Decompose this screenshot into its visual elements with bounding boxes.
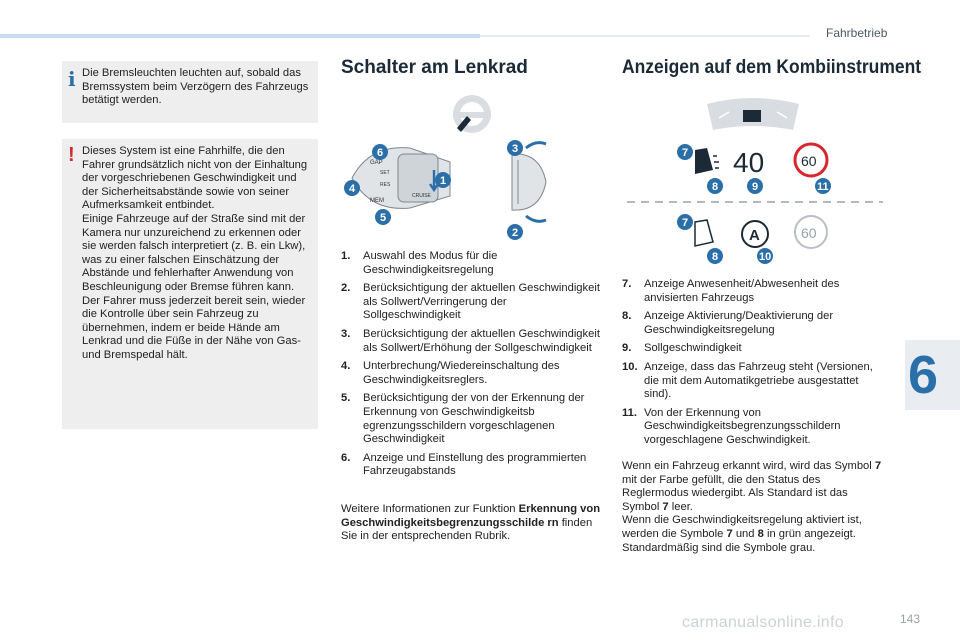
set-speed-value: 40 [733, 147, 765, 178]
svg-text:7: 7 [682, 147, 689, 159]
watermark: carmanualsonline.info [682, 614, 844, 631]
warning-paragraph: Einige Fahrzeuge auf der Straße sind mit der Kamera nur unzureichend zu erkennen oder sie werden falsch interpretiert (z. B. ein Lkw), was zu einer falschen Einschätzung der Abstände und fehlerhafter Anwendung von Beschleunigung oder Bremse führen kann. [82, 212, 306, 293]
stalk-gap-label: GAP [370, 160, 383, 166]
steering-wheel-icon [453, 95, 491, 133]
instrument-display-title: Anzeigen auf dem Kombiinstrument [622, 57, 922, 78]
svg-text:1: 1 [440, 175, 447, 187]
list-item: 1. Auswahl des Modus für die Geschwindigkeitsregelung [341, 250, 498, 276]
instrument-cluster-icon [707, 98, 799, 130]
warning-icon: ! [68, 144, 75, 166]
list-item: 11. Von der Erkennung von Geschwindigkeitsbegrenzungsschildern vorgeschlagene Geschwindigkeit. [622, 406, 841, 446]
more-info-paragraph: Weitere Informationen zur Funktion Erkennung von Geschwindigkeitsbegrenzungsschilde rn finden Sie in der entsprechenden Rubrik. [341, 503, 601, 543]
section-label: Fahrbetrieb [826, 26, 888, 40]
list-item: 9. Sollgeschwindigkeit [622, 342, 742, 355]
stalk-cruise-label: CRUISE [412, 193, 431, 199]
svg-text:A: A [749, 227, 760, 244]
warning-paragraph: Der Fahrer muss jederzeit bereit sein, wieder die Kontrolle über sein Fahrzeug zu übernehmen, indem er beide Hände am Lenkrad und die Füße in der Nähe von Gas- und Bremspedal hält. [82, 294, 306, 361]
header-rule [480, 35, 810, 37]
speed-limit-sign-grey-icon [795, 216, 827, 248]
steering-controls-illustration [340, 92, 550, 242]
svg-text:6: 6 [377, 147, 384, 159]
warning-paragraph: Dieses System ist eine Fahrhilfe, die den Fahrer grundsätzlich nicht von der Einhaltung der vorgeschriebenen Geschwindigkeit und der Sicherheitsabstände sowie von seiner Aufmerksamkeit entbindet. [82, 145, 308, 212]
symbol-explanation-paragraph [622, 460, 884, 555]
warning-text [82, 145, 314, 363]
warning-box [62, 139, 318, 429]
info-icon: i [68, 67, 76, 91]
info-box [62, 61, 318, 123]
svg-text:4: 4 [349, 183, 356, 195]
instrument-display-list [622, 278, 884, 453]
info-text: Die Bremsleuchten leuchten auf, sobald das Bremssystem beim Verzögern des Fahrzeugs betätigt werden. [82, 67, 309, 107]
stalk-set-label: SET [380, 170, 390, 176]
svg-text:10: 10 [759, 251, 772, 263]
symbol-paragraph-2: Wenn die Geschwindigkeitsregelung aktiviert ist, werden die Symbole 7 und 8 in grün angezeigt. Standardmäßig sind die Symbole grau. [622, 514, 862, 554]
auto-hold-icon [742, 221, 768, 247]
list-item: 7. Anzeige Anwesenheit/Abwesenheit des anvisierten Fahrzeugs [622, 278, 840, 304]
header-bar [0, 34, 480, 38]
svg-text:60: 60 [801, 153, 817, 169]
svg-text:3: 3 [512, 143, 519, 155]
instrument-display-illustration [625, 92, 885, 264]
chapter-number: 6 [908, 345, 939, 405]
svg-text:5: 5 [380, 212, 387, 224]
page-number: 143 [900, 612, 921, 626]
stalk-mem-label: MEM [370, 198, 384, 204]
list-item: 10. Anzeige, dass das Fahrzeug steht (Versionen, die mit dem Automatikgetriebe ausgestattet sind). [622, 360, 873, 401]
svg-text:8: 8 [712, 181, 719, 193]
symbol-paragraph-1: Wenn ein Fahrzeug erkannt wird, wird das Symbol 7 mit der Farbe gefüllt, die den Status des Reglermodus wiedergibt. Als Standard ist das Symbol 7 leer. [622, 460, 882, 513]
list-item: 4. Unterbrechung/Wiedereinschaltung des Geschwindigkeitsreglers. [341, 360, 560, 386]
svg-text:9: 9 [752, 181, 759, 193]
vehicle-detected-icon [695, 148, 719, 174]
list-item: 2. Berücksichtigung der aktuellen Geschwindigkeit als Sollwert/Verringerung der Sollgeschwindigkeit [341, 282, 600, 322]
steering-controls-title: Schalter am Lenkrad [341, 57, 528, 78]
steering-controls-list [341, 250, 606, 484]
svg-text:11: 11 [817, 181, 829, 193]
list-item: 6. Anzeige und Einstellung des programmierten Fahrzeugabstands [341, 451, 587, 478]
svg-text:60: 60 [801, 225, 817, 241]
svg-text:2: 2 [512, 227, 519, 239]
stalk-res-label: RES [380, 182, 391, 188]
list-item: 8. Anzeige Aktivierung/Deaktivierung der Geschwindigkeitsregelung [622, 310, 834, 336]
list-item: 3. Berücksichtigung der aktuellen Geschwindigkeit als Sollwert/Erhöhung der Sollgeschwindigkeit [341, 327, 600, 354]
speed-limit-sign-icon [795, 144, 827, 176]
vehicle-absent-icon [695, 220, 713, 246]
list-item: 5. Berücksichtigung der von der Erkennung der Erkennung von Geschwindigkeitsb egrenzungsschildern vorgeschlagenen Geschwindigkeit [341, 392, 585, 446]
svg-text:7: 7 [682, 217, 689, 229]
svg-text:8: 8 [712, 251, 719, 263]
